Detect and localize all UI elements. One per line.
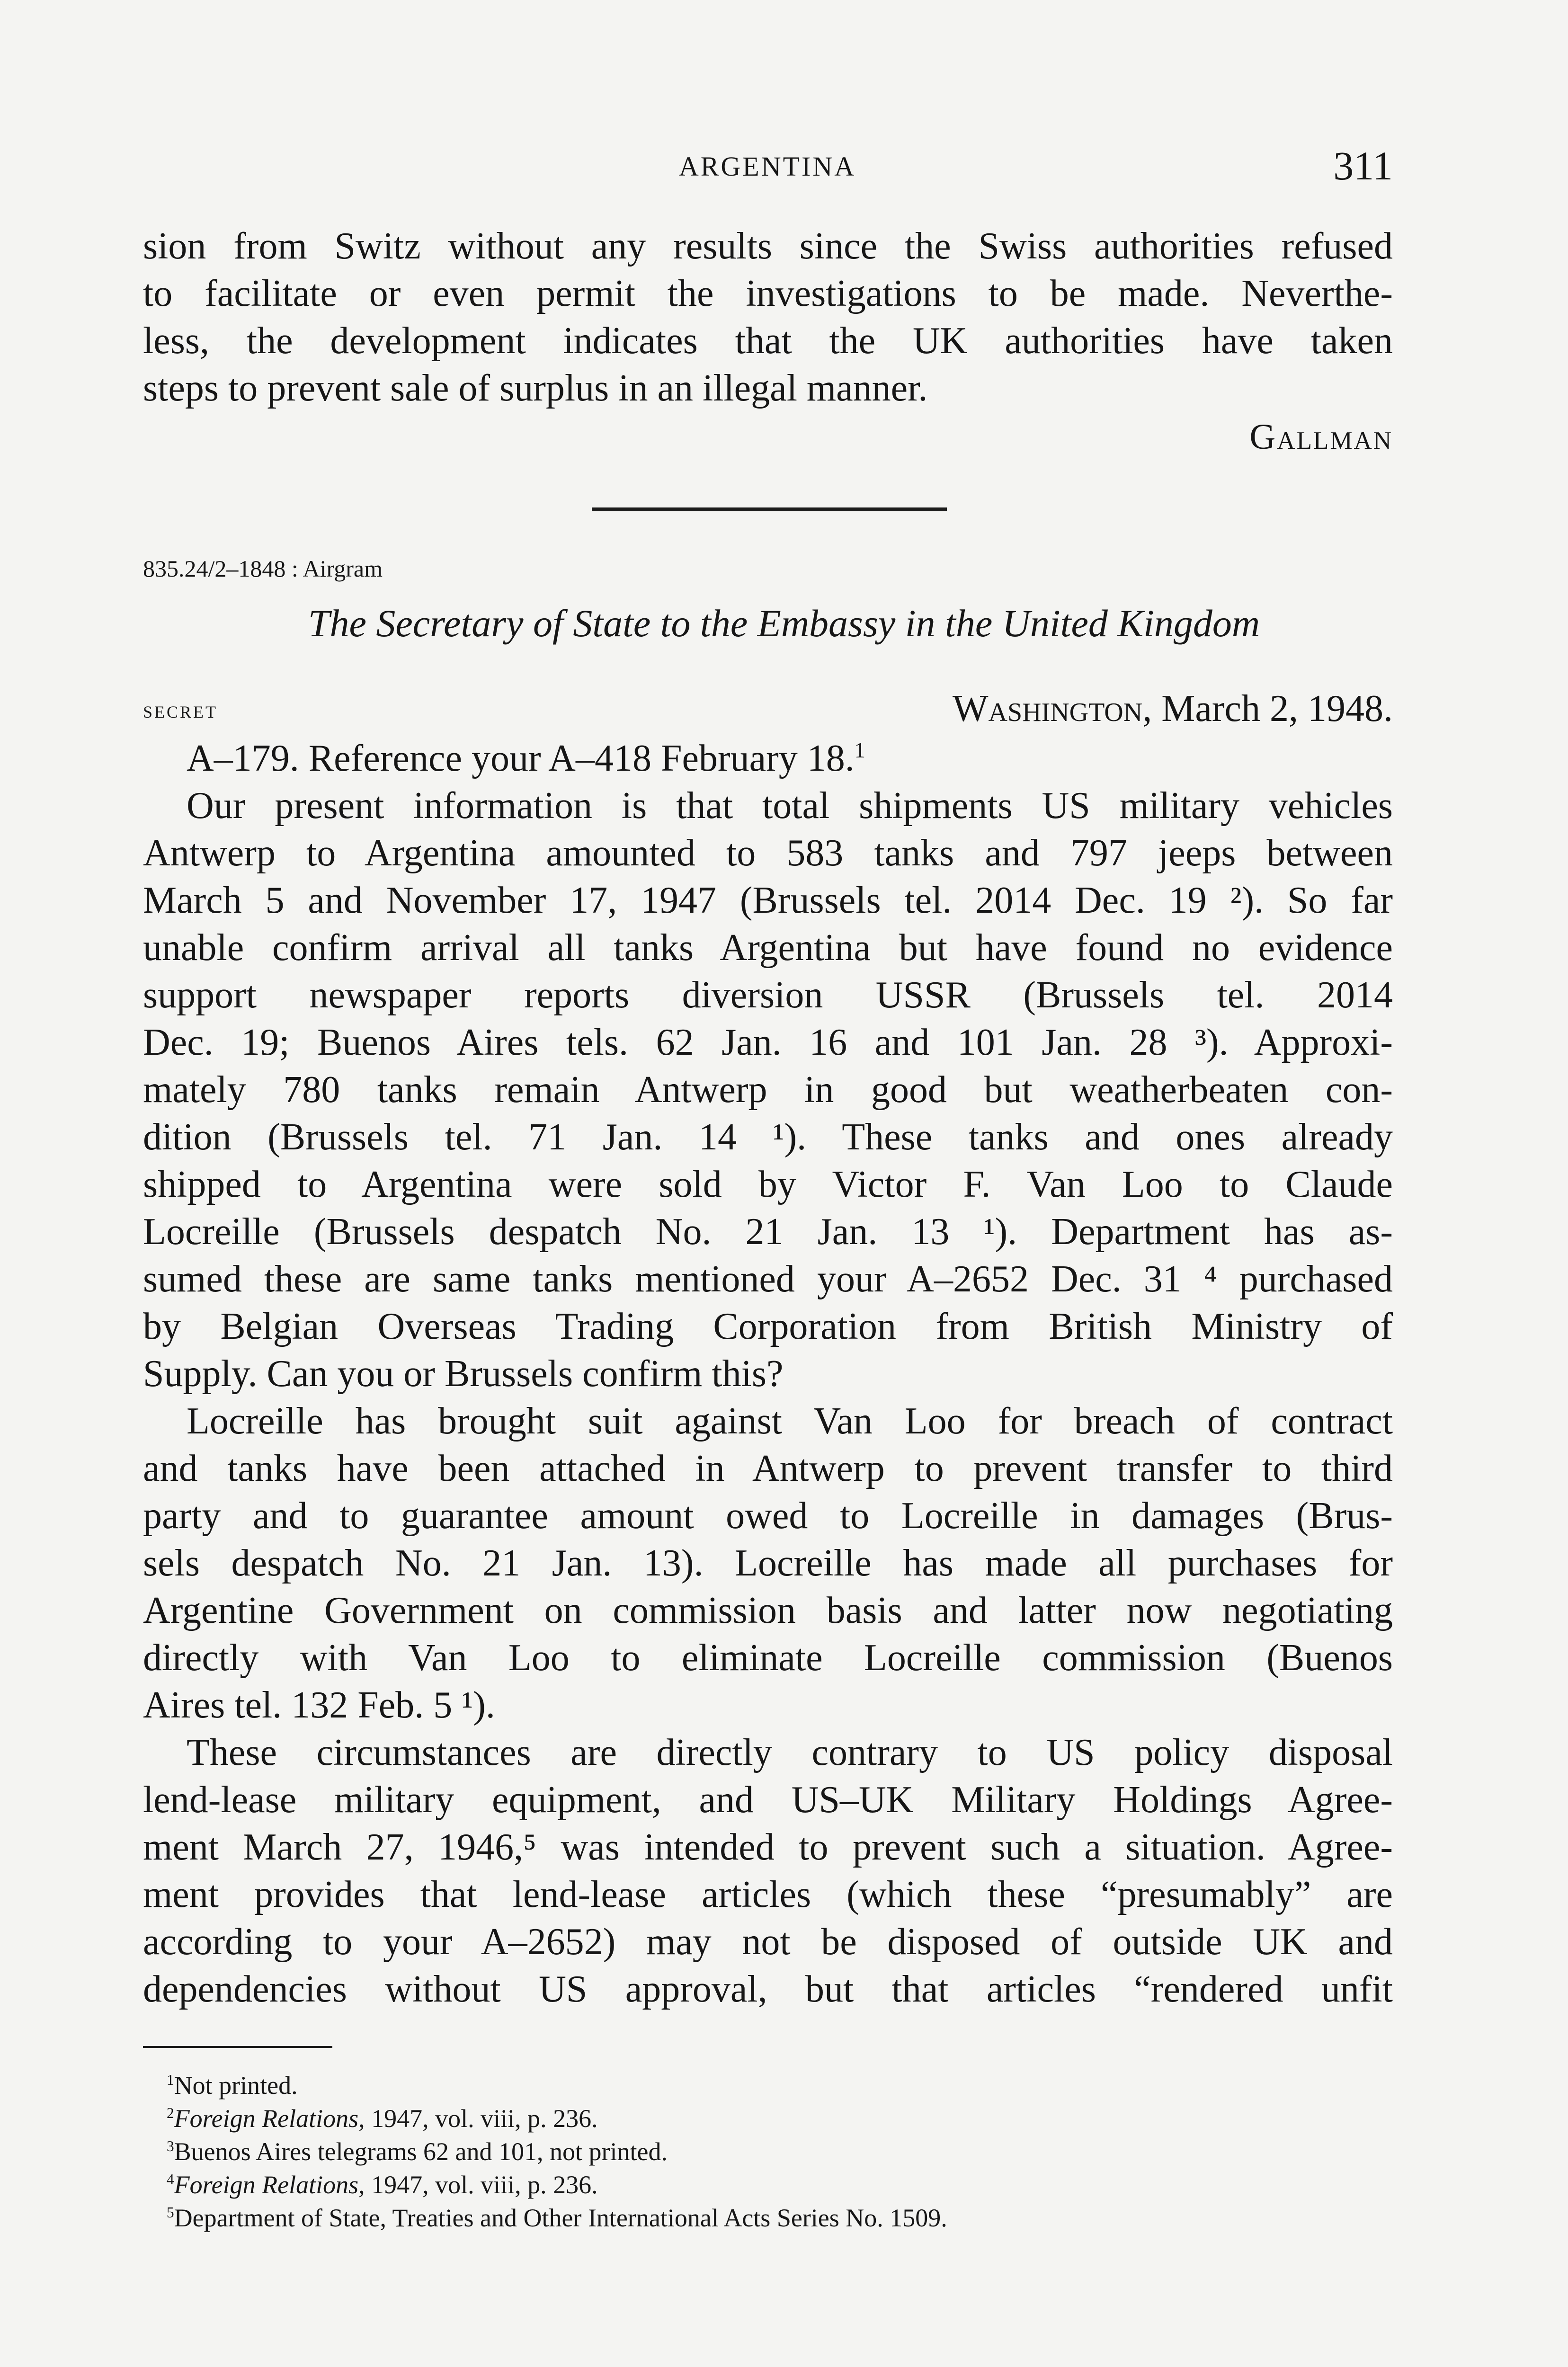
paragraph-line: ment provides that lend-lease articles (which these “presumably” are — [143, 1874, 1393, 1915]
paragraph-line: Antwerp to Argentina amounted to 583 tanks and 797 jeeps between — [143, 832, 1393, 874]
footnote-source-title: Foreign Relations — [174, 2104, 359, 2133]
footnote — [167, 2201, 1393, 2234]
classification-marking: secret — [143, 696, 218, 723]
running-head: ARGENTINA — [678, 151, 856, 182]
signature: Gallman — [1249, 417, 1393, 457]
paragraph-line: These circumstances are directly contrary to US policy disposal — [187, 1732, 1393, 1773]
paragraph-line: lend-lease military equipment, and US–UK Military Holdings Agree- — [143, 1779, 1393, 1821]
footnote — [167, 2069, 1393, 2102]
paragraph-line: by Belgian Overseas Trading Corporation from British Ministry of — [143, 1306, 1393, 1347]
paragraph-line: Supply. Can you or Brussels confirm this? — [143, 1353, 784, 1395]
paragraph-line: party and to guarantee amount owed to Locreille in damages (Brus- — [143, 1495, 1393, 1537]
footnote-text: , 1947, vol. viii, p. 236. — [358, 2104, 598, 2133]
paragraph-line: support newspaper reports diversion USSR (Brussels tel. 2014 — [143, 974, 1393, 1016]
footnote-text: , 1947, vol. viii, p. 236. — [358, 2171, 598, 2199]
paragraph-line: sumed these are same tanks mentioned your A–2652 Dec. 31 ⁴ purchased — [143, 1258, 1393, 1300]
paragraph-line: March 5 and November 17, 1947 (Brussels tel. 2014 Dec. 19 ²). So far — [143, 880, 1393, 921]
text-line: sion from Switz without any results since the Swiss authorities refused — [143, 225, 1393, 267]
footnote-rule — [143, 2046, 332, 2048]
paragraph-line: shipped to Argentina were sold by Victor F. Van Loo to Claude — [143, 1164, 1393, 1205]
footnote-text: Department of State, Treaties and Other International Acts Series No. 1509. — [174, 2204, 947, 2232]
dateline-place: Washington — [953, 688, 1143, 730]
paragraph-line: ment March 27, 1946,⁵ was intended to prevent such a situation. Agree- — [143, 1826, 1393, 1868]
paragraph-line: dition (Brussels tel. 71 Jan. 14 ¹). These tanks and ones already — [143, 1116, 1393, 1158]
paragraph-text: A–179. Reference your A–418 February 18. — [187, 738, 855, 779]
paragraph-line: mately 780 tanks remain Antwerp in good but weatherbeaten con- — [143, 1069, 1393, 1111]
footnote — [167, 2135, 1393, 2168]
paragraph-line: Aires tel. 132 Feb. 5 ¹). — [143, 1684, 495, 1726]
text-line: to facilitate or even permit the investigations to be made. Neverthe- — [143, 273, 1393, 314]
section-divider — [592, 507, 947, 511]
paragraph-line: Locreille has brought suit against Van Loo for breach of contract — [187, 1400, 1393, 1442]
paragraph-line: according to your A–2652) may not be disposed of outside UK and — [143, 1921, 1393, 1963]
footnote — [167, 2168, 1393, 2201]
paragraph-line: sels despatch No. 21 Jan. 13). Locreille has made all purchases for — [143, 1542, 1393, 1584]
paragraph-line: and tanks have been attached in Antwerp to prevent transfer to third — [143, 1448, 1393, 1489]
dateline-date: , March 2, 1948. — [1142, 688, 1393, 730]
dateline — [953, 687, 1393, 730]
footnote-mark: 3 — [167, 2138, 174, 2155]
footnote-text: Buenos Aires telegrams 62 and 101, not printed. — [174, 2137, 668, 2166]
document-body — [143, 735, 1393, 2013]
footnote-mark: 1 — [167, 2072, 174, 2089]
footnote — [167, 2102, 1393, 2135]
paragraph-line: Locreille (Brussels despatch No. 21 Jan. 13 ¹). Department has as- — [143, 1211, 1393, 1253]
paragraph-line: directly with Van Loo to eliminate Locreille commission (Buenos — [143, 1637, 1393, 1679]
text-line: less, the development indicates that the UK authorities have taken — [143, 320, 1393, 362]
page-header — [142, 142, 1393, 199]
paragraph-line — [143, 735, 1393, 782]
page-number: 311 — [1333, 143, 1393, 188]
footnote-mark: 4 — [167, 2171, 174, 2188]
file-number: 835.24/2–1848 : Airgram — [143, 555, 383, 582]
footnote-mark: 5 — [167, 2204, 174, 2221]
previous-document-text — [143, 222, 1393, 412]
text-line: steps to prevent sale of surplus in an illegal manner. — [143, 367, 928, 409]
paragraph-line: Dec. 19; Buenos Aires tels. 62 Jan. 16 and 101 Jan. 28 ³). Approxi- — [143, 1022, 1393, 1063]
footnote-text: Not printed. — [174, 2071, 298, 2100]
paragraph-line: unable confirm arrival all tanks Argentina but have found no evidence — [143, 927, 1393, 969]
paragraph-line: Argentine Government on commission basis and latter now negotiating — [143, 1590, 1393, 1631]
footnote-mark: 2 — [167, 2105, 174, 2122]
footnote-source-title: Foreign Relations — [174, 2171, 359, 2199]
footnotes — [167, 2069, 1393, 2234]
document-title: The Secretary of State to the Embassy in the United Kingdom — [308, 602, 1260, 645]
footnote-ref: 1 — [854, 739, 865, 763]
paragraph-line: dependencies without US approval, but that articles “rendered unfit — [143, 1968, 1393, 2010]
paragraph-line: Our present information is that total shipments US military vehicles — [187, 785, 1393, 827]
